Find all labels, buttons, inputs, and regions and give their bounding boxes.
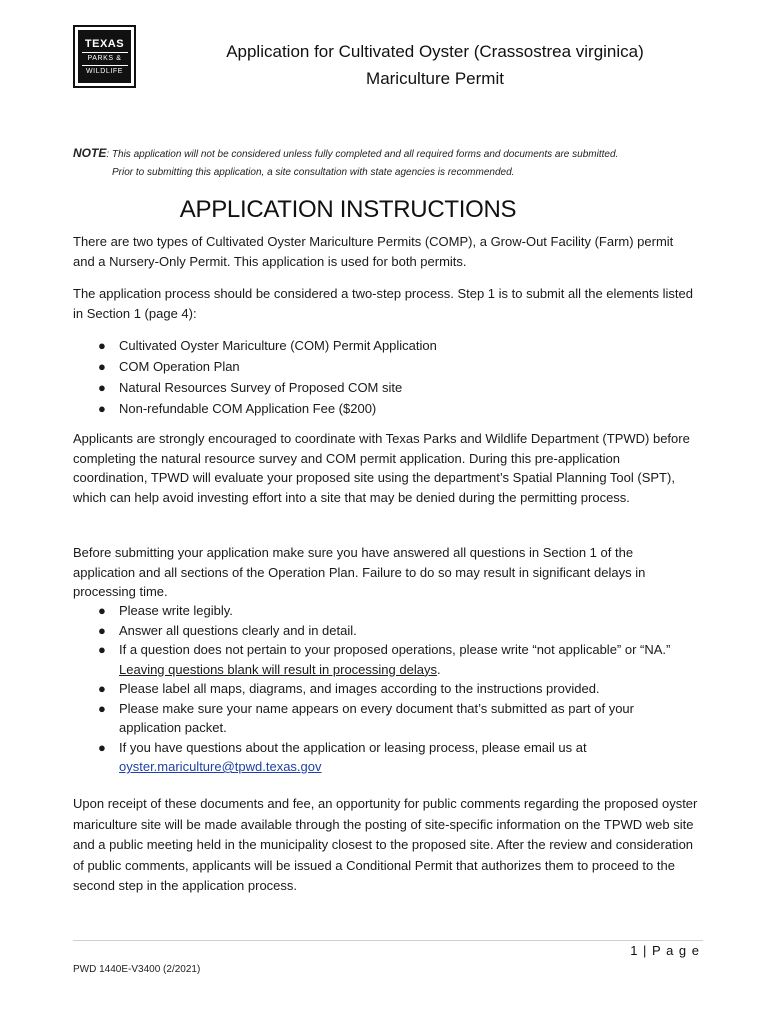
logo-divider <box>82 65 128 66</box>
contact-email-link[interactable]: oyster.mariculture@tpwd.texas.gov <box>119 759 322 774</box>
list-item: ● Please make sure your name appears on every document that’s submitted as part of your application packet. <box>98 700 634 735</box>
list-item: ● Non-refundable COM Application Fee ($200) <box>73 398 698 419</box>
bullet-icon: ● <box>98 401 106 416</box>
blank-questions-warning: Leaving questions blank will result in processing delays <box>119 661 437 677</box>
list-item: ● Cultivated Oyster Mariculture (COM) Permit Application <box>73 335 698 356</box>
logo-text-texas: TEXAS <box>84 37 125 50</box>
note-line-2: Prior to submitting this application, a site consultation with state agencies is recommended. <box>112 167 515 178</box>
title-line-2: Mariculture Permit <box>366 69 504 88</box>
list-item: ● Natural Resources Survey of Proposed COM site <box>73 377 698 398</box>
bullet-icon: ● <box>98 603 106 618</box>
required-elements-list <box>73 335 698 419</box>
bullet-icon: ● <box>98 380 106 395</box>
page-number: 1 | P a g e <box>630 943 700 958</box>
paragraph-permit-types: There are two types of Cultivated Oyster Mariculture Permits (COMP), a Grow-Out Facility (Farm) permit and a Nursery-Only Permit. This application is used for both permits. <box>73 234 674 269</box>
bullet-icon: ● <box>98 700 106 716</box>
tpwd-logo <box>73 25 136 88</box>
list-item: ● Please label all maps, diagrams, and images according to the instructions provided. <box>73 679 698 699</box>
logo-text-wildlife: WILDLIFE <box>85 67 124 75</box>
note-label: NOTE <box>73 146 107 160</box>
bullet-icon: ● <box>98 338 106 353</box>
document-title <box>150 38 720 92</box>
list-item: ● Please write legibly. <box>73 601 698 621</box>
note-block <box>73 144 723 182</box>
bullet-icon: ● <box>98 359 106 374</box>
footer-divider <box>73 940 703 941</box>
note-line-1: : This application will not be considered unless fully completed and all required forms and documents are submitted. <box>106 149 619 160</box>
title-line-1: Application for Cultivated Oyster (Crassostrea virginica) <box>226 42 644 61</box>
bullet-icon: ● <box>98 681 106 696</box>
bullet-icon: ● <box>98 622 106 638</box>
paragraph-before-submitting: Before submitting your application make sure you have answered all questions in Section 1 of the application and all sections of the Operation Plan. Failure to do so may result in significant delays in processing time. <box>73 545 646 599</box>
bullet-icon: ● <box>98 739 106 755</box>
form-code: PWD 1440E-V3400 (2/2021) <box>73 964 201 975</box>
list-item: ● Answer all questions clearly and in detail. <box>73 621 698 641</box>
paragraph-public-comments: Upon receipt of these documents and fee, an opportunity for public comments regarding the proposed oyster mariculture site will be made available through the posting of site-specific information on the TPWD web site and a public meeting held in the municipality closest to the proposed site. After the review and consideration of public comments, applicants will be issued a Conditional Permit that authorizes them to proceed to the second step in the application process. <box>73 796 698 893</box>
paragraph-two-step: The application process should be considered a two-step process. Step 1 is to submit all the elements listed in Section 1 (page 4): <box>73 286 694 321</box>
bullet-icon: ● <box>98 642 106 657</box>
logo-divider <box>82 52 128 53</box>
list-item: ● If a question does not pertain to your proposed operations, please write “not applicable” or “NA.” Leaving questions blank will result in processing delays. <box>98 642 671 677</box>
paragraph-coordination: Applicants are strongly encouraged to coordinate with Texas Parks and Wildlife Department (TPWD) before completing the natural resource survey and COM permit application. During this pre-application coordination, TPWD will evaluate your proposed site using the department’s Spatial Planning Tool (SPT), which can help avoid investing effort into a site that may be denied during the permitting process. <box>73 431 690 505</box>
logo-text-parks: PARKS & <box>87 54 122 62</box>
list-item: ● If you have questions about the application or leasing process, please email us at oyster.mariculture@tpwd.texas.gov <box>98 739 587 774</box>
section-heading: APPLICATION INSTRUCTIONS <box>179 196 517 223</box>
list-item: ● COM Operation Plan <box>73 356 698 377</box>
submission-tips-list <box>73 601 698 777</box>
